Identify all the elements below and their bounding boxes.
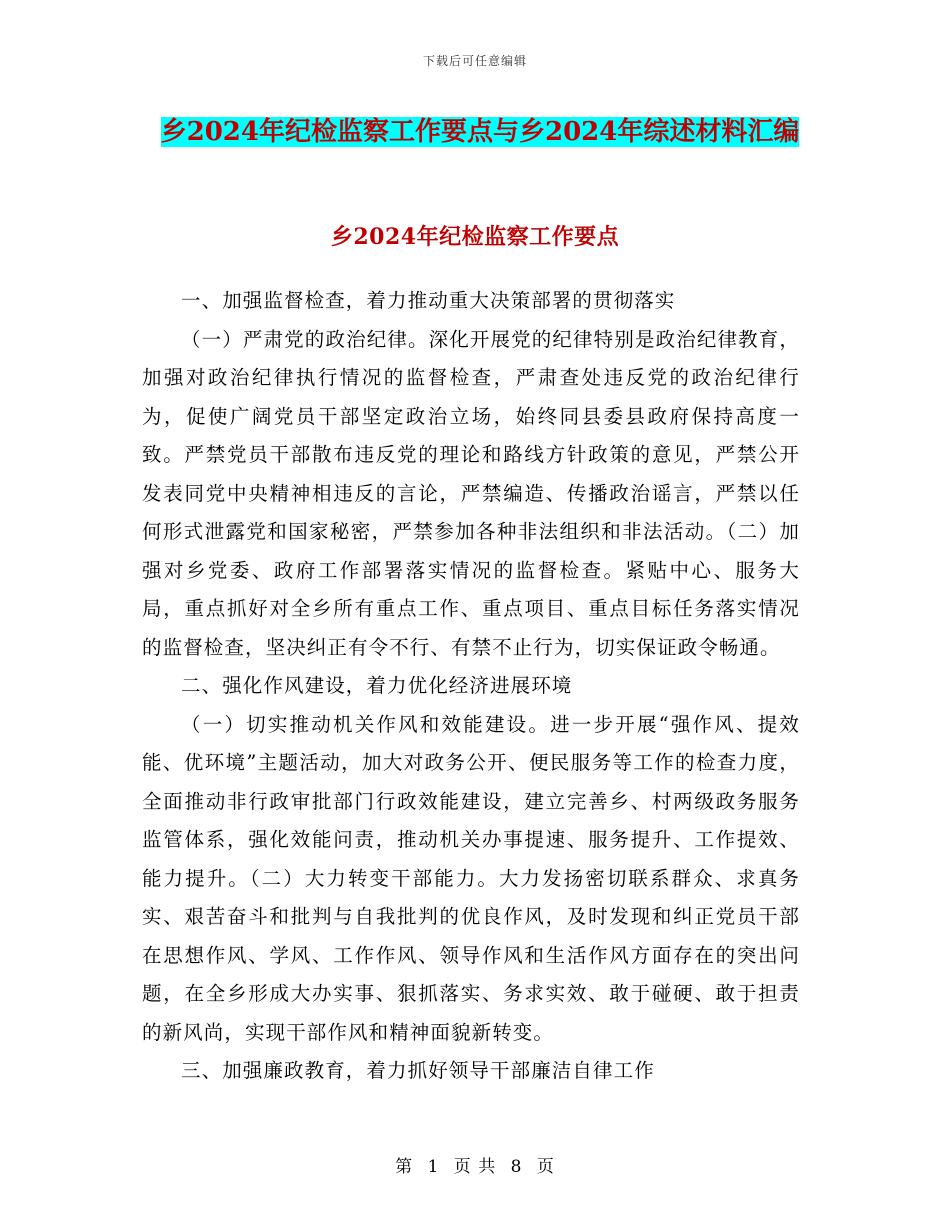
section-title: 乡2024年纪检监察工作要点: [330, 224, 620, 250]
paragraph-1: （一）严肃党的政治纪律。深化开展党的纪律特别是政治纪律教育，加强对政治纪律执行情况的监督检查，严肃查处违反党的政治纪律行为，促使广阔党员干部坚定政治立场，始终同县委县政府保持高度一致。严禁党员干部散布违反党的理论和路线方针政策的意见，严禁公开发表同党中央精神相违反的言论，严禁编造、传播政治谣言，严禁以任何形式泄露党和国家秘密，严禁参加各种非法组织和非法活动。（二）加强对乡党委、政府工作部署落实情况的监督检查。紧贴中心、服务大局，重点抓好对全乡所有重点工作、重点项目、重点目标任务落实情况的监督检查，坚决纠正有令不行、有禁不止行为，切实保证政令畅通。: [142, 327, 800, 659]
document-title-text: 乡2024年纪检监察工作要点与乡2024年综述材料汇编: [160, 117, 800, 147]
page-footer: [0, 1152, 950, 1177]
page-header-note: 下载后可任意编辑: [422, 54, 527, 68]
paragraph-heading-1: 一、加强监督检查，着力推动重大决策部署的贯彻落实: [181, 289, 676, 312]
footer-prefix: 第: [395, 1157, 414, 1177]
footer-middle: 页 共: [453, 1157, 497, 1177]
footer-page-number: 1: [427, 1157, 440, 1177]
document-title: [140, 106, 820, 158]
document-body: [142, 282, 800, 1091]
paragraph-2: （一）切实推动机关作风和效能建设。进一步开展“强作风、提效能、优环境”主题活动，加大对政务公开、便民服务等工作的检查力度，全面推动非行政审批部门行政效能建设，建立完善乡、村两级政务服务监管体系，强化效能问责，推动机关办事提速、服务提升、工作提效、能力提升。（二）大力转变干部能力。大力发扬密切联系群众、求真务实、艰苦奋斗和批判与自我批判的优良作风，及时发现和纠正党员干部在思想作风、学风、工作作风、领导作风和生活作风方面存在的突出问题，在全乡形成大办实事、狠抓落实、务求实效、敢于碰硬、敢于担责的新风尚，实现干部作风和精神面貌新转变。: [142, 712, 800, 1044]
footer-total-pages: 8: [510, 1157, 523, 1177]
footer-suffix: 页: [536, 1157, 555, 1177]
paragraph-heading-3: 三、加强廉政教育，着力抓好领导干部廉洁自律工作: [181, 1059, 655, 1082]
paragraph-heading-2: 二、强化作风建设，着力优化经济进展环境: [181, 674, 573, 697]
